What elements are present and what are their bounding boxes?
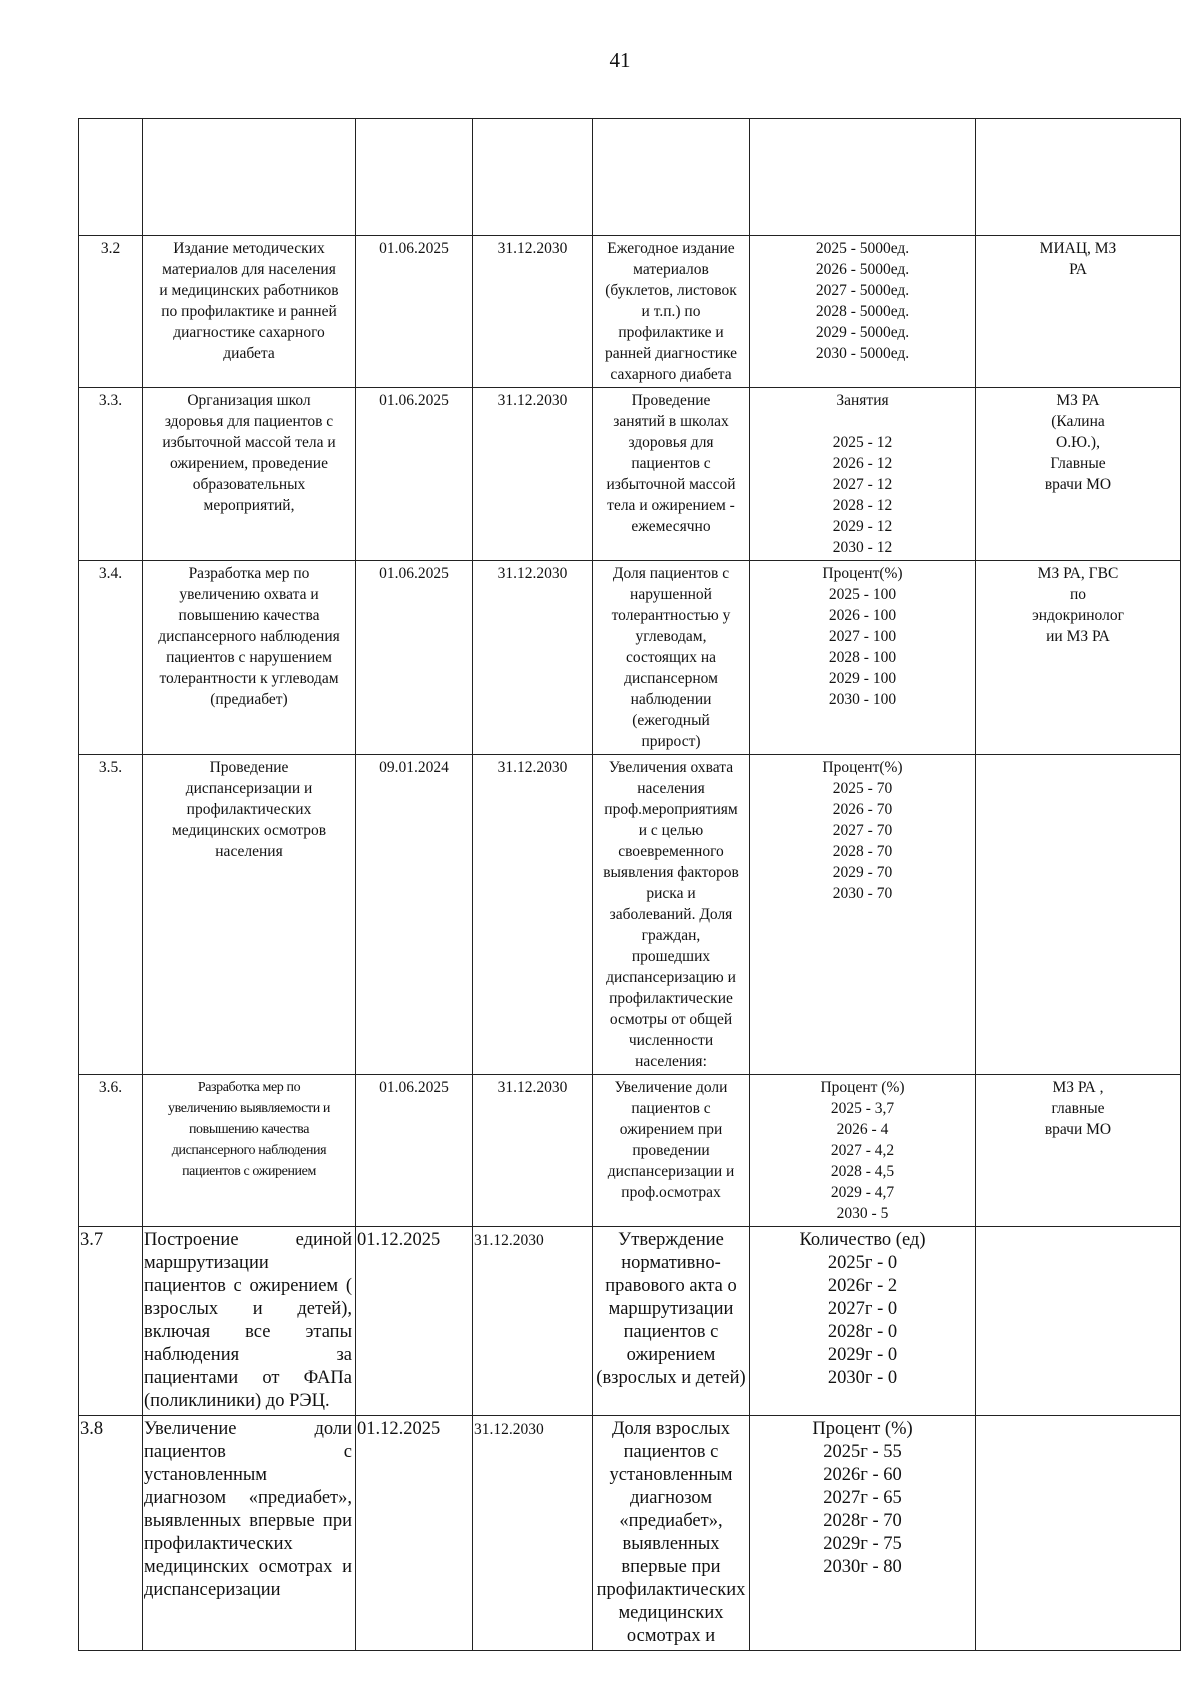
header-cell: [593, 119, 750, 236]
expected-result: Утверждение нормативно- правового акта о маршрутизации пациентов с ожирением (взрослых и детей): [593, 1227, 750, 1416]
table-row: [79, 1227, 1181, 1416]
responsible: МЗ РА, ГВС по эндокринолог ии МЗ РА: [976, 561, 1181, 755]
responsible: МЗ РА (Калина О.Ю.), Главные врачи МО: [976, 388, 1181, 561]
expected-result: Проведение занятий в школах здоровья для пациентов с избыточной массой тела и ожирением - ежемесячно: [593, 388, 750, 561]
header-cell: [79, 119, 143, 236]
row-number: 3.3.: [79, 388, 143, 561]
header-cell: [750, 119, 976, 236]
measure-name: Разработка мер по увеличению выявляемости и повышению качества диспансерного наблюдения пациентов с ожирением: [143, 1075, 356, 1227]
responsible: МЗ РА , главные врачи МО: [976, 1075, 1181, 1227]
measure-name: Построение единой маршрутизации пациентов с ожирением ( взрослых и детей), включая все этапы наблюдения за пациентами от ФАПа (поликлиники) до РЭЦ.: [143, 1227, 356, 1416]
header-cell: [976, 119, 1181, 236]
target-values: Процент(%) 2025 - 70 2026 - 70 2027 - 70 2028 - 70 2029 - 70 2030 - 70: [750, 755, 976, 1075]
header-cell: [143, 119, 356, 236]
end-date: 31.12.2030: [473, 1227, 593, 1416]
row-number: 3.8: [79, 1416, 143, 1651]
target-values: Занятия 2025 - 12 2026 - 12 2027 - 12 2028 - 12 2029 - 12 2030 - 12: [750, 388, 976, 561]
end-date: 31.12.2030: [473, 236, 593, 388]
expected-result: Увеличения охвата населения проф.мероприятиям и с целью своевременного выявления факторов риска и заболеваний. Доля граждан, прошедших диспансеризацию и профилактические осмотры от общей численности населения:: [593, 755, 750, 1075]
target-values: 2025 - 5000ед. 2026 - 5000ед. 2027 - 5000ед. 2028 - 5000ед. 2029 - 5000ед. 2030 - 5000ед.: [750, 236, 976, 388]
expected-result: Доля взрослых пациентов с установленным диагнозом «предиабет», выявленных впервые при профилактических медицинских осмотрах и: [593, 1416, 750, 1651]
table-row: [79, 1416, 1181, 1651]
table-row: [79, 755, 1181, 1075]
start-date: 01.06.2025: [356, 388, 473, 561]
responsible: [976, 1416, 1181, 1651]
target-values: Процент(%) 2025 - 100 2026 - 100 2027 - 100 2028 - 100 2029 - 100 2030 - 100: [750, 561, 976, 755]
row-number: 3.7: [79, 1227, 143, 1416]
end-date: 31.12.2030: [473, 388, 593, 561]
target-values: Процент (%) 2025 - 3,7 2026 - 4 2027 - 4,2 2028 - 4,5 2029 - 4,7 2030 - 5: [750, 1075, 976, 1227]
measure-name: Проведение диспансеризации и профилактических медицинских осмотров населения: [143, 755, 356, 1075]
target-values: Процент (%) 2025г - 55 2026г - 60 2027г - 65 2028г - 70 2029г - 75 2030г - 80: [750, 1416, 976, 1651]
table-row: [79, 388, 1181, 561]
start-date: 01.06.2025: [356, 1075, 473, 1227]
expected-result: Ежегодное издание материалов (буклетов, листовок и т.п.) по профилактике и ранней диагностике сахарного диабета: [593, 236, 750, 388]
responsible: МИАЦ, МЗ РА: [976, 236, 1181, 388]
measure-name: Издание методических материалов для населения и медицинских работников по профилактике и ранней диагностике сахарного диабета: [143, 236, 356, 388]
table-header-row: [79, 119, 1181, 236]
target-values: Количество (ед) 2025г - 0 2026г - 2 2027г - 0 2028г - 0 2029г - 0 2030г - 0: [750, 1227, 976, 1416]
measure-name: Разработка мер по увеличению охвата и повышению качества диспансерного наблюдения пациентов с нарушением толерантности к углеводам (предиабет): [143, 561, 356, 755]
expected-result: Увеличение доли пациентов с ожирением при проведении диспансеризации и проф.осмотрах: [593, 1075, 750, 1227]
row-number: 3.6.: [79, 1075, 143, 1227]
measure-name: Организация школ здоровья для пациентов с избыточной массой тела и ожирением, проведение образовательных мероприятий,: [143, 388, 356, 561]
table-row: [79, 561, 1181, 755]
start-date: 09.01.2024: [356, 755, 473, 1075]
start-date: 01.06.2025: [356, 561, 473, 755]
start-date: 01.12.2025: [356, 1227, 473, 1416]
start-date: 01.12.2025: [356, 1416, 473, 1651]
header-cell: [356, 119, 473, 236]
end-date: 31.12.2030: [473, 1075, 593, 1227]
responsible: [976, 1227, 1181, 1416]
measure-name: Увеличение доли пациентов с установленным диагнозом «предиабет», выявленных впервые при профилактических медицинских осмотрах и диспансеризации: [143, 1416, 356, 1651]
end-date: 31.12.2030: [473, 561, 593, 755]
start-date: 01.06.2025: [356, 236, 473, 388]
measures-table: [78, 118, 1181, 1651]
expected-result: Доля пациентов с нарушенной толерантностью у углеводам, состоящих на диспансерном наблюдении (ежегодный прирост): [593, 561, 750, 755]
end-date: 31.12.2030: [473, 1416, 593, 1651]
responsible: [976, 755, 1181, 1075]
row-number: 3.5.: [79, 755, 143, 1075]
page-number: 41: [609, 48, 631, 72]
table-row: [79, 1075, 1181, 1227]
end-date: 31.12.2030: [473, 755, 593, 1075]
header-cell: [473, 119, 593, 236]
table-row: [79, 236, 1181, 388]
row-number: 3.2: [79, 236, 143, 388]
row-number: 3.4.: [79, 561, 143, 755]
